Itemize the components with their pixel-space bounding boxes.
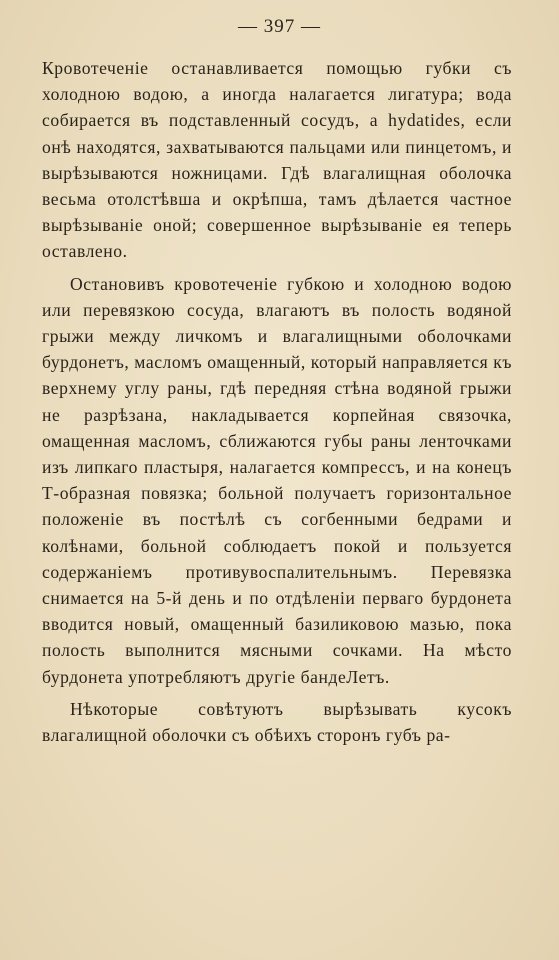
paragraph-1: Кровотеченіе останавливается помощью губки съ холодною водою, а иногда налагается лигатура; вода собирается въ подставленный сосудъ, а hydatides, если онѣ находятся, захватываются пальцами или пинцетомъ, и вырѣзываются ножницами. Гдѣ влагалищная оболочка весьма отолстѣвша и окрѣпша, тамъ дѣлается частное вырѣзываніе оной; совершенное вырѣзываніе ея теперь оставлено. bbox=[42, 58, 512, 262]
page-number: — 397 — bbox=[238, 16, 321, 37]
page-body bbox=[42, 55, 512, 748]
paragraph-2: Остановивъ кровотеченіе губкою и холодною водою или перевязкою сосуда, влагаютъ въ полость водяной грыжи между личкомъ и влагалищными оболочками бурдонетъ, масломъ омащенный, который направляется къ верхнему углу раны, гдѣ передняя стѣна водяной грыжи не разрѣзана, накладывается корпейная связочка, омащенная масломъ, сближаются губы раны ленточками изъ липкаго пластыря, налагается компрессъ, и на конецъ Т-образная повязка; больной получаетъ горизонтальное положеніе въ постѣлѣ съ согбенными бедрами и колѣнами, больной соблюдаетъ покой и пользуется содержаніемъ противувоспалительнымъ. Перевязка снимается на 5-й день и по отдѣленіи перваго бурдонета вводится новый, омащенный базиликовою мазью, пока полость выполнится мясными сочками. На мѣсто бурдонета употребляютъ другіе бандеЛетъ. bbox=[42, 273, 512, 687]
paragraph-3: Нѣкоторые совѣтуютъ вырѣзывать кусокъ влагалищной оболочки съ обѣихъ сторонъ губъ ра- bbox=[42, 698, 512, 746]
